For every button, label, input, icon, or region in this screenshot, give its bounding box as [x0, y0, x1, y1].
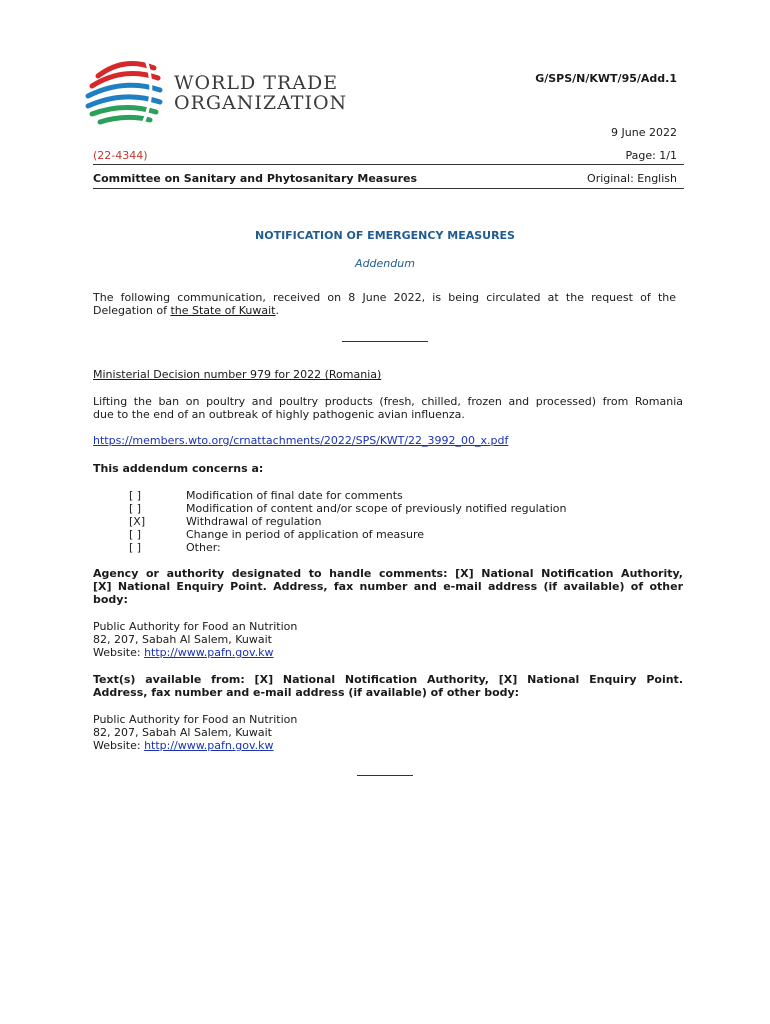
decision-description-line2: due to the end of an outbreak of highly pathogenic avian influenza.: [93, 408, 465, 421]
texts-website-link[interactable]: http://www.pafn.gov.kw: [144, 739, 274, 752]
committee-divider: [93, 188, 684, 189]
concern-label: Other:: [186, 541, 221, 554]
checkbox[interactable]: [X]: [129, 515, 146, 528]
org-name-line1: WORLD TRADE: [174, 72, 339, 94]
checkbox[interactable]: [ ]: [129, 541, 142, 554]
agency-heading-line1: Agency or authority designated to handle comments: [X] National Notification Authority,: [93, 567, 683, 580]
committee-name: Committee on Sanitary and Phytosanitary Measures: [93, 172, 418, 185]
end-divider: [357, 775, 413, 776]
checkbox[interactable]: [ ]: [129, 502, 142, 515]
attachment-link[interactable]: https://members.wto.org/crnattachments/2022/SPS/KWT/22_3992_00_x.pdf: [93, 434, 509, 447]
intro-line1: The following communication, received on 8 June 2022, is being circulated at the request of the: [93, 291, 676, 304]
website-label: Website:: [93, 646, 145, 659]
org-name-line2: ORGANIZATION: [174, 92, 348, 114]
wto-logo-icon: [84, 56, 166, 134]
notice-title: NOTIFICATION OF EMERGENCY MEASURES: [255, 229, 515, 242]
intro-suffix: .: [275, 304, 279, 317]
concern-label: Modification of final date for comments: [186, 489, 403, 502]
concern-label: Withdrawal of regulation: [186, 515, 322, 528]
page-number: Page: 1/1: [625, 149, 677, 162]
reference-number: (22-4344): [93, 149, 148, 162]
section-divider: [342, 341, 428, 342]
concern-label: Change in period of application of measure: [186, 528, 425, 541]
texts-website-row: [93, 739, 274, 752]
agency-heading-line2: [X] National Enquiry Point. Address, fax number and e-mail address (if available) of other: [93, 580, 683, 593]
agency-website-link[interactable]: http://www.pafn.gov.kw: [144, 646, 274, 659]
original-language: Original: English: [587, 172, 677, 185]
intro-prefix: Delegation of: [93, 304, 171, 317]
intro-line2: [93, 304, 279, 317]
texts-agency-address: 82, 207, Sabah Al Salem, Kuwait: [93, 726, 272, 739]
concerns-list: [129, 489, 629, 555]
texts-heading-line1: Text(s) available from: [X] National Notification Authority, [X] National Enquiry Point.: [93, 673, 683, 686]
website-label: Website:: [93, 739, 145, 752]
delegation-name: the State of Kuwait: [170, 304, 276, 317]
texts-heading-line2: Address, fax number and e-mail address (if available) of other body:: [93, 686, 520, 699]
agency-address: 82, 207, Sabah Al Salem, Kuwait: [93, 633, 272, 646]
notice-subtitle: Addendum: [355, 257, 415, 270]
document-symbol: G/SPS/N/KWT/95/Add.1: [535, 72, 677, 85]
document-date: 9 June 2022: [611, 126, 677, 139]
concerns-heading: This addendum concerns a:: [93, 462, 264, 475]
decision-description-line1: Lifting the ban on poultry and poultry products (fresh, chilled, frozen and processed) from Romania: [93, 395, 683, 408]
texts-agency-name: Public Authority for Food an Nutrition: [93, 713, 298, 726]
agency-heading-line3: body:: [93, 593, 128, 606]
checkbox[interactable]: [ ]: [129, 528, 142, 541]
agency-website-row: [93, 646, 274, 659]
concern-label: Modification of content and/or scope of previously notified regulation: [186, 502, 567, 515]
header-divider: [93, 164, 684, 165]
agency-name: Public Authority for Food an Nutrition: [93, 620, 298, 633]
decision-title: Ministerial Decision number 979 for 2022 (Romania): [93, 368, 382, 381]
checkbox[interactable]: [ ]: [129, 489, 142, 502]
